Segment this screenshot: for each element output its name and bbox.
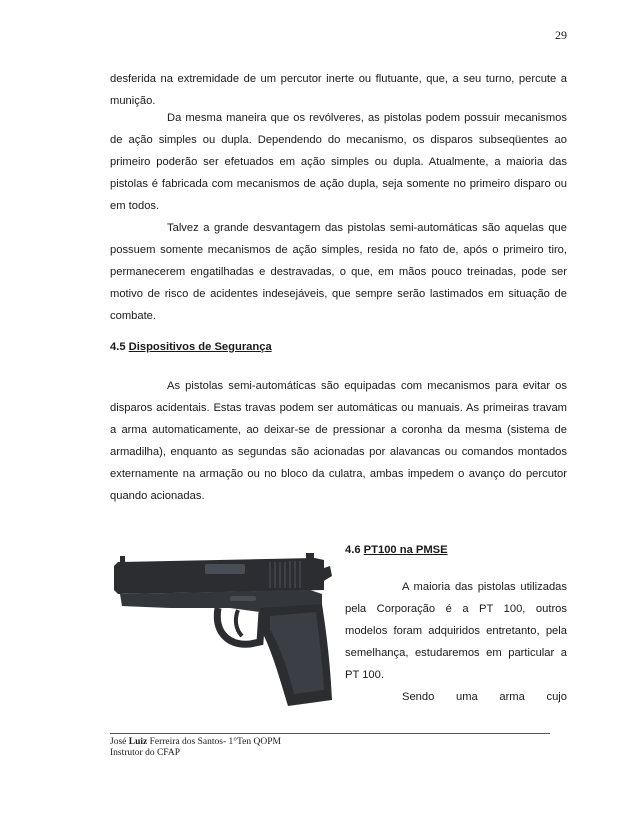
paragraph-1-text: desferida na extremidade de um percutor inerte ou flutuante, que, a seu turno, percute a munição.	[110, 73, 567, 107]
pistol-image	[110, 550, 335, 708]
paragraph-3	[110, 217, 567, 327]
pistol-icon	[114, 553, 332, 706]
paragraph-5-text: A maioria das pistolas utilizadas pela Corporação é a PT 100, outros modelos foram adquiridos entretanto, pela semelhança, estudaremos em particular a PT 100.	[345, 581, 567, 681]
footer	[110, 737, 281, 759]
footer-role: Instrutor do CFAP	[110, 748, 181, 758]
footer-author-rest: Ferreira dos Santos- 1°Ten QOPM	[149, 737, 281, 747]
section-title: PT100 na PMSE	[363, 544, 448, 556]
footer-divider	[110, 733, 550, 734]
paragraph-3-text: Talvez a grande desvantagem das pistolas semi-automáticas são aquelas que possuem somente mecanismos de ação simples, resida no fato de, após o primeiro tiro, permanecerem engatilhadas e destravadas, o que, em mãos pouco treinadas, pode ser motivo de risco de acidentes indesejáveis, que sempre serão lastimados em situação de combate.	[110, 222, 567, 322]
footer-author-bold: Luiz	[128, 737, 148, 747]
paragraph-6-text: Sendo uma arma cujo	[402, 691, 567, 703]
paragraph-4-text: As pistolas semi-automáticas são equipadas com mecanismos para evitar os disparos acidentais. Estas travas podem ser automáticas ou manuais. As primeiras travam a arma automaticamente, ao deixar-se de pressionar a coronha da mesma (sistema de armadilha), enquanto as segundas são acionadas por alavancas ou comandos montados externamente na armação ou no bloco da culatra, ambas impedem o avanço do percutor quando acionadas.	[110, 380, 567, 502]
paragraph-4	[110, 375, 567, 507]
paragraph-2-text: Da mesma maneira que os revólveres, as pistolas podem possuir mecanismos de ação simples ou dupla. Dependendo do mecanismo, os disparos subseqüentes ao primeiro poderão ser efetuados em ação simples ou dupla. Atualmente, a maioria das pistolas é fabricada com mecanismos de ação dupla, seja somente no primeiro disparo ou em todos.	[110, 112, 567, 212]
paragraph-2	[110, 107, 567, 217]
section-number: 4.5	[110, 341, 126, 353]
pt100-intro	[345, 576, 567, 708]
footer-author	[110, 737, 281, 748]
footer-author-first: José	[110, 737, 127, 747]
paragraph-1	[110, 68, 567, 112]
section-title: Dispositivos de Segurança	[128, 341, 272, 353]
section-heading-4-6	[345, 542, 448, 558]
page-number: 29	[555, 28, 567, 42]
section-number: 4.6	[345, 544, 361, 556]
section-heading-4-5	[110, 339, 272, 355]
